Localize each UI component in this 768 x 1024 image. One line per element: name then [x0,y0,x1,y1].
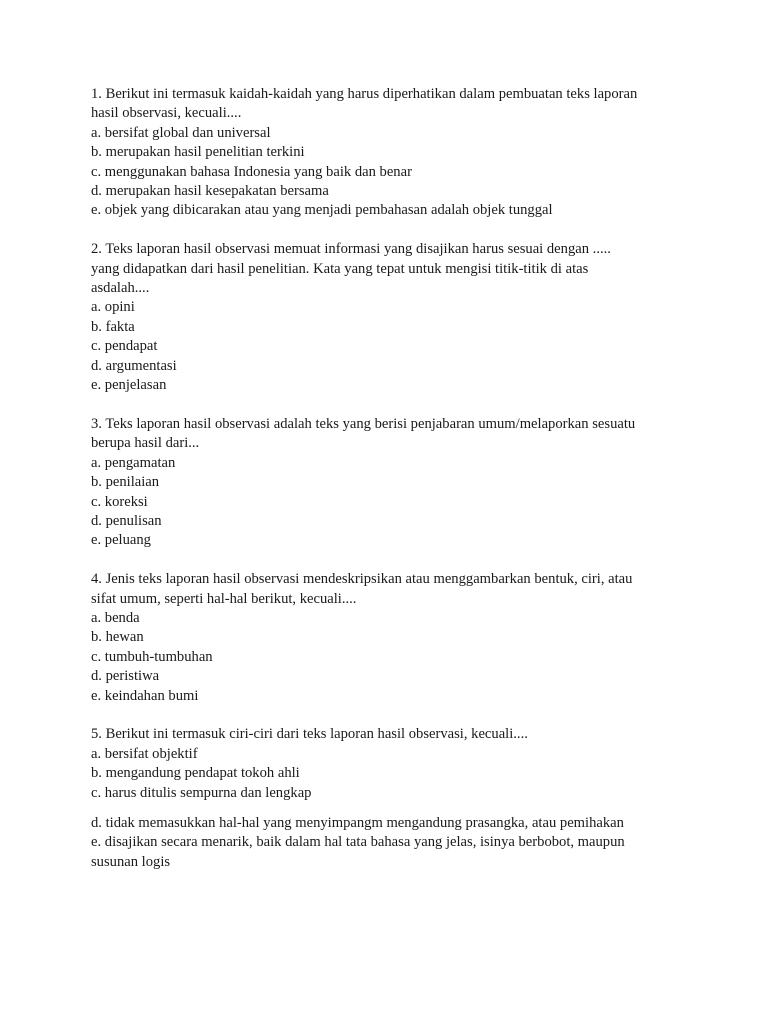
question-stem-line: berupa hasil dari... [91,435,200,452]
answer-option: a. bersifat global dan universal [91,124,271,141]
answer-option: c. menggunakan bahasa Indonesia yang baik dan benar [91,163,412,180]
answer-option: b. fakta [91,318,135,335]
answer-option: c. harus ditulis sempurna dan lengkap [91,784,312,801]
document-body [91,85,711,892]
question-3 [91,415,711,551]
answer-option: d. argumentasi [91,357,177,374]
answer-option: a. opini [91,299,135,316]
question-stem-line: 2. Teks laporan hasil observasi memuat informasi yang disajikan harus sesuai dengan ..... [91,241,611,258]
question-5 [91,725,711,872]
answer-option: e. disajikan secara menarik, baik dalam hal tata bahasa yang jelas, isinya berbobot, maupun [91,834,625,851]
answer-option: c. koreksi [91,493,148,510]
question-stem-line: asdalah.... [91,280,150,297]
answer-option: b. mengandung pendapat tokoh ahli [91,765,300,782]
question-4 [91,570,711,706]
answer-option: b. penilaian [91,474,160,491]
question-stem-line: sifat umum, seperti hal-hal berikut, kecuali.... [91,590,357,607]
answer-option: c. pendapat [91,338,158,355]
answer-option: b. merupakan hasil penelitian terkini [91,144,305,161]
answer-option: d. peristiwa [91,668,160,685]
question-stem-line: 3. Teks laporan hasil observasi adalah teks yang berisi penjabaran umum/melaporkan sesuatu [91,415,636,432]
answer-option: e. keindahan bumi [91,687,199,704]
answer-option: e. objek yang dibicarakan atau yang menjadi pembahasan adalah objek tunggal [91,202,553,219]
answer-option: a. pengamatan [91,454,176,471]
question-2 [91,240,711,395]
spacer [91,803,711,814]
answer-option: d. tidak memasukkan hal-hal yang menyimpangm mengandung prasangka, atau pemihakan [91,814,624,831]
question-1 [91,85,711,221]
answer-option: susunan logis [91,853,171,870]
answer-option: c. tumbuh-tumbuhan [91,648,213,665]
answer-option: b. hewan [91,629,144,646]
question-stem-line: 1. Berikut ini termasuk kaidah-kaidah yang harus diperhatikan dalam pembuatan teks laporan [91,86,638,102]
question-stem-line: 4. Jenis teks laporan hasil observasi mendeskripsikan atau menggambarkan bentuk, ciri, atau [91,571,633,588]
answer-option: a. bersifat objektif [91,745,198,762]
answer-option: d. penulisan [91,512,162,529]
question-stem-line: yang didapatkan dari hasil penelitian. Kata yang tepat untuk mengisi titik-titik di atas [91,260,589,277]
answer-option: e. penjelasan [91,377,167,394]
answer-option: d. merupakan hasil kesepakatan bersama [91,183,329,200]
answer-option: e. peluang [91,532,151,549]
question-stem-line: hasil observasi, kecuali.... [91,105,242,122]
answer-option: a. benda [91,609,140,626]
question-stem-line: 5. Berikut ini termasuk ciri-ciri dari teks laporan hasil observasi, kecuali.... [91,726,528,743]
